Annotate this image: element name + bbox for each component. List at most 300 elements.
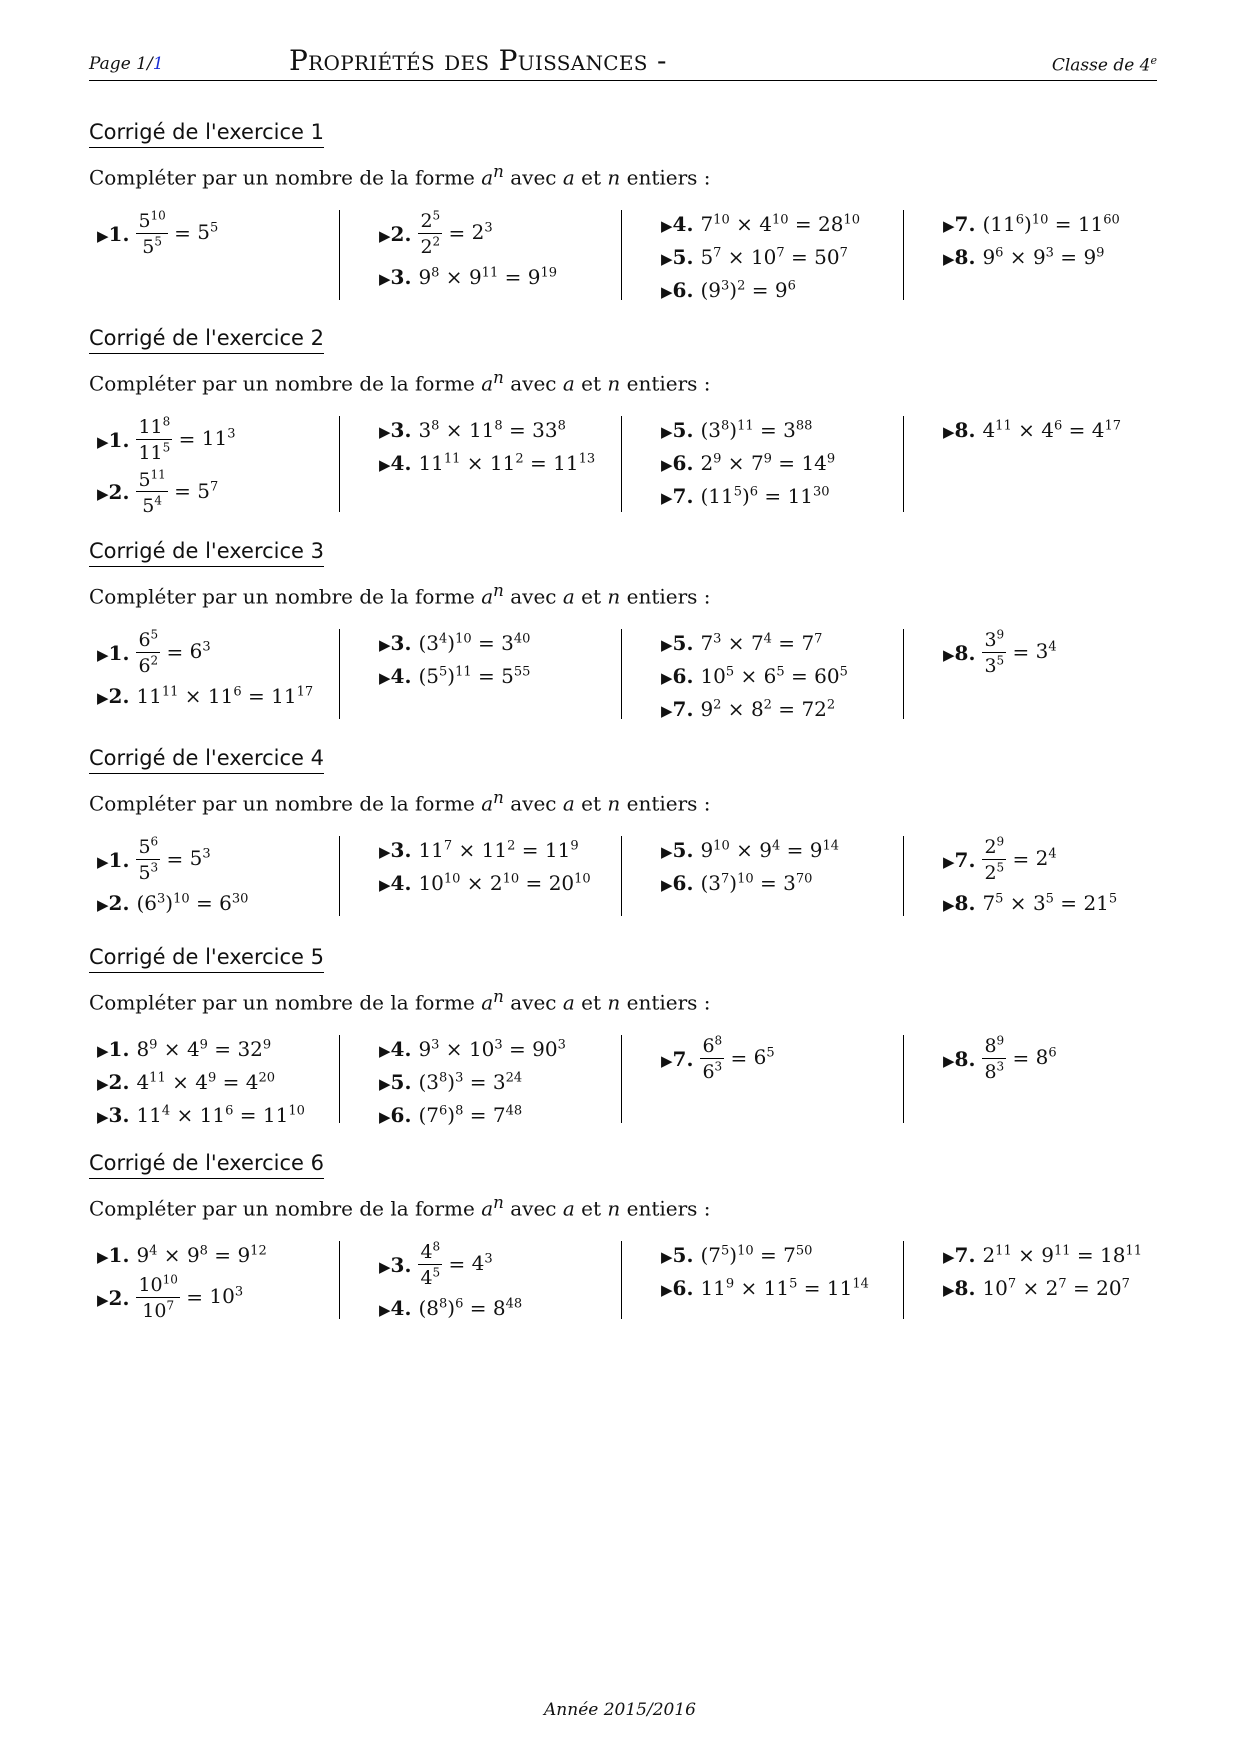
power-exponent: 6 — [150, 834, 159, 849]
var-n-exponent — [493, 368, 504, 387]
result-power-exponent: 30 — [813, 484, 830, 500]
times-sign: × — [721, 451, 751, 476]
power: $8^2$ — [750, 697, 772, 722]
var-n: n — [607, 791, 621, 816]
answer-item — [97, 836, 329, 885]
power-exponent: 3 — [431, 1037, 440, 1053]
power-exponent: 7 — [1058, 1276, 1067, 1292]
outer-exponent: 2 — [737, 278, 746, 294]
column-divider — [339, 210, 340, 300]
fraction-denominator — [140, 1298, 176, 1322]
result-power: $5^5$ — [197, 220, 219, 245]
math-expression — [982, 245, 1104, 269]
math-expression — [982, 418, 1121, 442]
item-number: ▶5. — [661, 1243, 694, 1268]
var-a: a — [562, 371, 575, 396]
result-power-exponent: 5 — [766, 1045, 775, 1061]
math-expression — [982, 836, 1056, 885]
answer-item — [97, 681, 329, 710]
equals-sign: = — [724, 1045, 754, 1070]
power-exponent: 3 — [713, 631, 722, 647]
power: $2^{11}$ — [982, 1243, 1012, 1268]
answer-column — [371, 836, 611, 902]
item-number: ▶3. — [379, 631, 412, 656]
equals-sign: = — [167, 478, 198, 503]
result-power: $11^{17}$ — [271, 683, 314, 708]
times-sign: × — [439, 264, 469, 289]
power-exponent: 7 — [443, 838, 453, 854]
power-exponent: 7 — [776, 245, 785, 261]
power-exponent: 9 — [996, 834, 1005, 849]
answer-item — [661, 243, 893, 272]
math-expression — [136, 1037, 271, 1061]
answer-columns — [89, 1033, 1157, 1128]
power: $10^5$ — [700, 664, 735, 689]
page-total-link[interactable]: 1 — [152, 54, 164, 74]
power: $10^3$ — [468, 1037, 503, 1062]
answer-column — [935, 836, 1175, 922]
power-exponent: 4 — [771, 838, 781, 854]
answer-item — [661, 662, 893, 691]
equals-sign: = — [241, 683, 272, 708]
fraction — [418, 210, 442, 259]
instruction-part: avec — [503, 791, 563, 816]
var-n-exponent — [493, 581, 504, 600]
times-sign: × — [157, 1243, 187, 1268]
power: $9^3$ — [1032, 245, 1054, 270]
result-power: $11^{30}$ — [787, 484, 830, 509]
result-power: $6^{30}$ — [219, 890, 249, 915]
answer-item — [661, 276, 893, 305]
power-exponent: 8 — [438, 1296, 448, 1312]
power: $6^5$ — [763, 664, 785, 689]
equals-sign: = — [780, 838, 810, 863]
result-power-exponent: 17 — [1104, 418, 1121, 434]
answer-item — [379, 1068, 611, 1097]
power: $7^3$ — [700, 631, 722, 656]
item-number: ▶4. — [379, 1295, 412, 1320]
equals-sign: = — [172, 426, 202, 451]
power: $11^{11}$ — [418, 451, 461, 476]
math-expression — [136, 684, 313, 708]
nested-power: $(11^5)^6$ — [700, 484, 759, 509]
power-exponent: 4 — [149, 1243, 158, 1259]
item-number: ▶4. — [379, 451, 412, 476]
result-power: $11^3$ — [201, 426, 236, 451]
triangle-bullet-icon: ▶ — [661, 283, 673, 302]
answer-item — [97, 210, 329, 259]
equals-sign: = — [160, 639, 190, 664]
equals-sign: = — [1053, 890, 1084, 915]
power: $9^{11}$ — [1041, 1243, 1071, 1268]
answer-item — [379, 416, 611, 445]
equals-sign: = — [442, 1251, 472, 1276]
result-power: $9^9$ — [1083, 245, 1105, 270]
result-power-exponent: 3 — [557, 1037, 566, 1053]
equals-sign: = — [515, 838, 545, 863]
answer-item — [943, 836, 1175, 885]
triangle-bullet-icon: ▶ — [661, 489, 673, 508]
triangle-bullet-icon: ▶ — [943, 217, 955, 236]
equals-sign: = — [771, 697, 802, 722]
math-expression — [982, 1243, 1142, 1267]
result-power: $3^{88}$ — [783, 418, 813, 443]
equals-sign: = — [502, 1037, 533, 1062]
triangle-bullet-icon: ▶ — [943, 645, 955, 664]
power: $11^7$ — [418, 838, 453, 863]
power: $4^{10}$ — [759, 212, 789, 237]
outer-exponent: 10 — [1031, 212, 1049, 228]
triangle-bullet-icon: ▶ — [943, 423, 955, 442]
item-number: ▶7. — [943, 847, 976, 872]
power-exponent: 7 — [720, 871, 730, 887]
result-power: $3^{70}$ — [783, 871, 813, 896]
nested-power: $(7^5)^{10}$ — [700, 1243, 754, 1268]
item-number: ▶8. — [943, 1276, 976, 1301]
equals-sign: = — [523, 451, 554, 476]
answer-item — [943, 629, 1175, 678]
result-power: $9^6$ — [774, 278, 796, 303]
power-exponent: 2 — [432, 234, 441, 249]
nested-power: $(3^8)^{11}$ — [700, 418, 754, 443]
result-power: $9^{14}$ — [809, 838, 839, 863]
outer-exponent: 10 — [455, 631, 472, 647]
times-sign: × — [1011, 1243, 1042, 1268]
fraction-numerator — [136, 468, 167, 492]
triangle-bullet-icon: ▶ — [661, 876, 673, 895]
var-a: a — [562, 990, 575, 1015]
result-power-exponent: 9 — [826, 451, 836, 467]
instruction-part: Compléter par un nombre de la forme — [89, 165, 482, 190]
result-power: $50^7$ — [814, 245, 848, 270]
result-power-exponent: 9 — [570, 838, 579, 854]
math-expression — [136, 836, 210, 885]
nested-power: $(8^8)^6$ — [418, 1295, 464, 1320]
result-power-exponent: 11 — [1125, 1243, 1142, 1259]
power: $9^3$ — [418, 1037, 440, 1062]
item-number: ▶3. — [379, 264, 412, 289]
power: $5^3$ — [138, 860, 159, 885]
answer-item — [661, 1241, 893, 1270]
item-number: ▶1. — [97, 1037, 130, 1062]
answer-item — [379, 1241, 611, 1290]
power: $7^9$ — [750, 451, 772, 476]
answer-item — [97, 1274, 329, 1323]
column-divider — [339, 629, 340, 719]
power-exponent: 2 — [515, 451, 524, 467]
column-divider — [621, 629, 622, 719]
item-number: ▶5. — [661, 418, 694, 443]
power: $7^6$ — [426, 1103, 448, 1128]
item-number: ▶2. — [97, 683, 130, 708]
triangle-bullet-icon: ▶ — [661, 1248, 673, 1267]
result-power: $2^4$ — [1035, 846, 1057, 871]
answer-column — [371, 1241, 611, 1327]
result-power-exponent: 8 — [557, 418, 566, 434]
column-divider — [339, 1035, 340, 1123]
var-a: a — [481, 990, 494, 1015]
fraction-numerator — [136, 210, 167, 234]
item-number: ▶8. — [943, 890, 976, 915]
power: $5^4$ — [142, 493, 162, 517]
math-expression — [982, 629, 1056, 678]
answer-column — [935, 1241, 1175, 1307]
math-expression — [136, 1070, 275, 1094]
power: $4^{11}$ — [136, 1070, 166, 1095]
power-exponent: 3 — [996, 1059, 1005, 1074]
instruction-part: avec — [503, 990, 563, 1015]
result-power: $72^2$ — [801, 697, 836, 722]
fraction-numerator — [700, 1035, 724, 1059]
power-exponent: 5 — [154, 234, 162, 249]
answer-column — [371, 629, 611, 695]
answer-item — [379, 662, 611, 691]
math-expression — [136, 629, 210, 678]
power: $8^3$ — [984, 1059, 1005, 1084]
fraction — [418, 1241, 442, 1290]
result-power-exponent: 3 — [484, 220, 493, 236]
math-expression — [700, 451, 835, 475]
triangle-bullet-icon: ▶ — [97, 1042, 109, 1061]
outer-exponent: 10 — [737, 871, 754, 887]
power-exponent: 3 — [1045, 245, 1054, 261]
result-power-exponent: 70 — [795, 871, 813, 887]
power-exponent: 5 — [789, 1276, 798, 1292]
power-exponent: 9 — [996, 1033, 1005, 1048]
math-expression — [418, 631, 530, 655]
power: $3^7$ — [708, 871, 730, 896]
answer-item — [661, 1035, 893, 1084]
times-sign: × — [721, 697, 751, 722]
result-power: $21^5$ — [1083, 890, 1118, 915]
triangle-bullet-icon: ▶ — [661, 1051, 673, 1070]
result-power-exponent: 2 — [826, 697, 836, 713]
nested-power: $(7^6)^8$ — [418, 1103, 464, 1128]
power: $3^8$ — [426, 1070, 448, 1095]
triangle-bullet-icon: ▶ — [379, 843, 391, 862]
result-power-exponent: 30 — [231, 891, 249, 907]
column-divider — [621, 416, 622, 512]
result-power: $6^3$ — [189, 639, 211, 664]
result-power: $5^{55}$ — [501, 664, 531, 689]
equals-sign: = — [753, 418, 784, 443]
result-power: $2^3$ — [471, 220, 493, 245]
section-title: Corrigé de l'exercice 4 — [89, 746, 324, 774]
instruction-part: avec — [503, 584, 563, 609]
power: $3^8$ — [418, 418, 440, 443]
power-exponent: 8 — [720, 418, 730, 434]
math-expression — [136, 210, 218, 259]
equals-sign: = — [442, 220, 472, 245]
instruction-part: Compléter par un nombre de la forme — [89, 990, 482, 1015]
answer-column — [89, 836, 329, 922]
exercise-section — [89, 1151, 1157, 1323]
var-a: a — [481, 165, 494, 190]
power-exponent: 8 — [432, 1239, 441, 1254]
triangle-bullet-icon: ▶ — [943, 1248, 955, 1267]
outer-exponent: 10 — [737, 1243, 754, 1259]
math-expression — [418, 210, 492, 259]
power: $6^3$ — [702, 1059, 723, 1084]
result-power-exponent: 10 — [843, 212, 860, 228]
math-expression — [418, 664, 530, 688]
result-power: $9^{12}$ — [237, 1243, 267, 1268]
item-number: ▶6. — [379, 1103, 412, 1128]
triangle-bullet-icon: ▶ — [661, 217, 673, 236]
answer-item — [661, 449, 893, 478]
times-sign: × — [460, 451, 490, 476]
result-power: $90^3$ — [532, 1037, 566, 1062]
power: $6^8$ — [702, 1033, 723, 1057]
power: $11^9$ — [700, 1276, 735, 1301]
fraction — [136, 1274, 179, 1323]
fraction-denominator — [140, 492, 164, 516]
answer-item — [943, 1241, 1175, 1270]
math-expression — [982, 1035, 1056, 1084]
power: $2^5$ — [984, 860, 1005, 885]
answer-item — [97, 416, 329, 465]
power: $4^{11}$ — [982, 418, 1012, 443]
power: $8^8$ — [426, 1295, 448, 1320]
exercise-section — [89, 539, 1157, 722]
power: $2^9$ — [984, 834, 1005, 858]
item-number: ▶3. — [379, 1252, 412, 1277]
power-exponent: 4 — [161, 1103, 171, 1119]
equals-sign: = — [745, 278, 775, 303]
triangle-bullet-icon: ▶ — [661, 1281, 673, 1300]
equals-sign: = — [463, 1070, 493, 1095]
times-sign: × — [178, 683, 208, 708]
column-divider — [339, 836, 340, 916]
section-title: Corrigé de l'exercice 2 — [89, 326, 324, 354]
triangle-bullet-icon: ▶ — [97, 645, 109, 664]
answer-item — [661, 210, 893, 239]
item-number: ▶7. — [943, 212, 976, 237]
power-exponent: 11 — [995, 1243, 1012, 1259]
column-divider — [903, 629, 904, 719]
power: $9^6$ — [982, 245, 1004, 270]
answer-item — [97, 888, 329, 917]
times-sign: × — [729, 838, 760, 863]
column-divider — [621, 1241, 622, 1319]
var-a: a — [481, 791, 494, 816]
result-power-exponent: 20 — [258, 1070, 275, 1086]
math-expression — [418, 1296, 522, 1320]
power: $2^{10}$ — [489, 871, 520, 896]
var-n: n — [493, 987, 504, 1006]
triangle-bullet-icon: ▶ — [97, 1108, 109, 1127]
outer-exponent: 6 — [455, 1296, 464, 1312]
triangle-bullet-icon: ▶ — [661, 843, 673, 862]
var-n: n — [493, 368, 504, 387]
answer-item — [943, 243, 1175, 272]
fraction-denominator — [136, 653, 160, 677]
instruction-text — [89, 581, 1157, 609]
power: $8^9$ — [984, 1033, 1005, 1057]
answer-column — [653, 210, 893, 309]
fraction-numerator — [418, 210, 442, 234]
page-footer: Année 2015/2016 — [544, 1700, 696, 1720]
result-power: $20^{10}$ — [548, 871, 591, 896]
fraction-denominator — [982, 1059, 1006, 1083]
fraction — [700, 1035, 724, 1084]
equals-sign: = — [1062, 418, 1092, 443]
result-power: $5^3$ — [189, 846, 211, 871]
times-sign: × — [165, 1070, 196, 1095]
power-exponent: 9 — [207, 1070, 217, 1086]
var-n: n — [493, 788, 504, 807]
column-divider — [621, 1035, 622, 1123]
power: $11^2$ — [489, 451, 524, 476]
item-number: ▶5. — [661, 245, 694, 270]
nested-power: $(11^6)^{10}$ — [982, 212, 1049, 237]
fraction-numerator — [136, 1274, 179, 1298]
instruction-part: Compléter par un nombre de la forme — [89, 371, 482, 396]
fraction-denominator — [982, 653, 1006, 677]
triangle-bullet-icon: ▶ — [97, 852, 109, 871]
equals-sign: = — [788, 212, 818, 237]
item-number: ▶8. — [943, 418, 976, 443]
var-n: n — [607, 990, 621, 1015]
power-exponent: 4 — [763, 631, 772, 647]
power: $11^6$ — [199, 1103, 234, 1128]
outer-exponent: 8 — [455, 1103, 464, 1119]
instruction-part: entiers : — [620, 791, 711, 816]
instruction-part: entiers : — [620, 990, 711, 1015]
power-exponent: 5 — [438, 664, 448, 680]
answer-item — [97, 468, 329, 517]
result-power: $14^9$ — [801, 451, 836, 476]
math-expression — [982, 212, 1119, 236]
item-number: ▶2. — [379, 221, 412, 246]
item-number: ▶7. — [943, 1243, 976, 1268]
math-expression — [982, 891, 1117, 915]
answer-item — [661, 869, 893, 898]
item-number: ▶7. — [661, 697, 694, 722]
math-expression — [418, 838, 578, 862]
instruction-part: et — [574, 990, 608, 1015]
fraction — [982, 836, 1006, 885]
var-n: n — [493, 1193, 504, 1212]
equals-sign: = — [471, 664, 502, 689]
result-power: $3^4$ — [1035, 639, 1057, 664]
math-expression — [418, 871, 590, 895]
equals-sign: = — [1066, 1276, 1097, 1301]
power: $6^5$ — [138, 627, 159, 651]
result-power: $11^{13}$ — [553, 451, 596, 476]
power-exponent: 8 — [199, 1243, 208, 1259]
answer-column — [653, 1241, 893, 1307]
power-exponent: 6 — [1015, 212, 1024, 228]
instruction-text — [89, 368, 1157, 396]
result-power-exponent: 6 — [787, 278, 796, 294]
math-expression — [418, 1037, 565, 1061]
equals-sign: = — [753, 1243, 784, 1268]
answer-column — [371, 210, 611, 296]
result-power-exponent: 10 — [288, 1103, 305, 1119]
column-divider — [903, 1241, 904, 1319]
answer-item — [661, 416, 893, 445]
item-number: ▶6. — [661, 1276, 694, 1301]
equals-sign: = — [498, 264, 528, 289]
times-sign: × — [1003, 245, 1033, 270]
power-exponent: 10 — [713, 838, 730, 854]
times-sign: × — [1016, 1276, 1046, 1301]
math-expression — [700, 1243, 812, 1267]
instruction-part: et — [574, 791, 608, 816]
equals-sign: = — [471, 631, 502, 656]
math-expression — [136, 416, 235, 465]
